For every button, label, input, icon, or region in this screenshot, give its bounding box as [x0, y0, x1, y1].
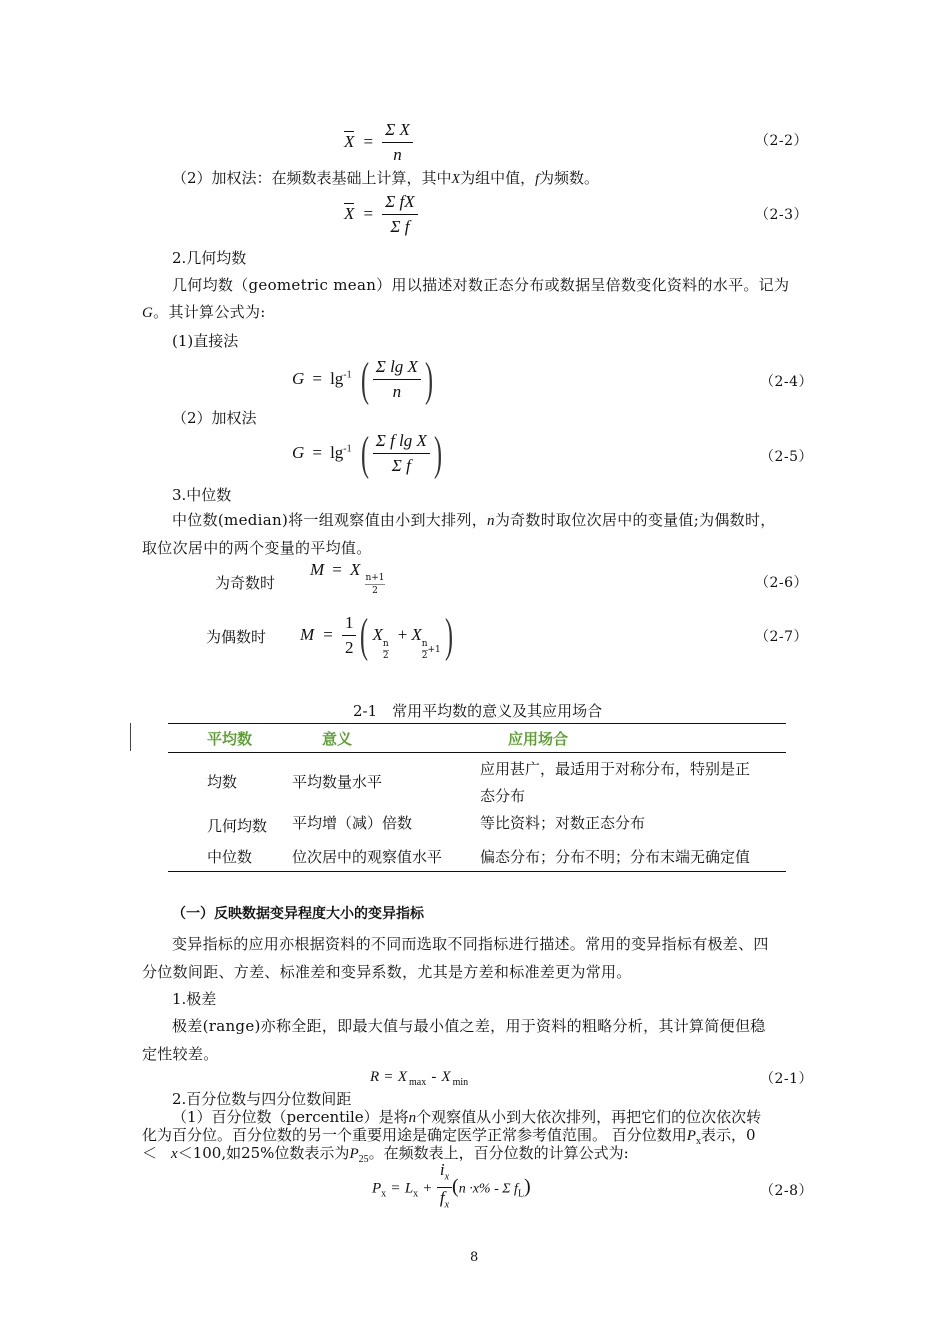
- margin-mark: [130, 723, 131, 751]
- eq-label-2-3: （2-3）: [755, 207, 809, 223]
- equals: =: [332, 560, 342, 579]
- var-n: n: [408, 1110, 417, 1126]
- subscript-x: x: [381, 1188, 387, 1200]
- denominator: 2: [382, 651, 389, 661]
- var-g: G: [292, 369, 305, 388]
- median-para-2: 取位次居中的两个变量的平均值。: [142, 539, 372, 557]
- table-cell: 几何均数: [207, 817, 268, 835]
- plus-one: +1: [427, 645, 441, 655]
- median-heading: 3.中位数: [172, 486, 232, 504]
- text: 几何均数（geometric mean）用以描述对数正态分布或数据呈倍数变化资料的水平。记为: [172, 276, 790, 294]
- numerator: [437, 1160, 452, 1188]
- weighted-method-line: [172, 167, 599, 191]
- numerator: Σ f lg X: [373, 429, 430, 454]
- x-bar: X: [344, 204, 355, 223]
- subscript-fraction: [365, 572, 384, 597]
- denominator: n: [393, 145, 402, 164]
- x-bar: X: [344, 132, 355, 151]
- table-cell: 偏态分布；分布不明；分布末端无确定值: [480, 848, 751, 866]
- plus: +: [423, 1180, 432, 1197]
- fraction: [342, 611, 357, 660]
- minus: -: [431, 1069, 437, 1085]
- var-x: X: [397, 1069, 407, 1085]
- denominator: 2: [421, 651, 428, 661]
- table-cell: 平均增（减）倍数: [292, 814, 413, 832]
- subscript-fraction: [383, 639, 389, 662]
- var-m: M: [310, 560, 325, 579]
- odd-label: 为奇数时: [215, 574, 276, 592]
- text: 为频数。: [539, 169, 600, 187]
- text: 中位数(median)将一组观察值由小到大排列，: [172, 511, 488, 529]
- equals: =: [363, 204, 374, 223]
- table-cell: 应用甚广，最适用于对称分布，特别是正: [480, 760, 751, 778]
- text: 化为百分位。百分位数的另一个重要用途是确定医学正常参考值范围。 百分位数用: [142, 1126, 687, 1144]
- table-bottom-rule: [168, 871, 786, 872]
- equals: =: [363, 132, 374, 151]
- lg: lg: [330, 443, 344, 462]
- denominator: n: [392, 382, 402, 401]
- right-paren: ): [433, 427, 442, 480]
- text: ＜: [142, 1144, 158, 1162]
- numerator: n: [421, 639, 428, 649]
- var-p: P: [372, 1180, 382, 1197]
- equation-2-4: [292, 352, 437, 407]
- direct-method: (1)直接法: [172, 332, 239, 350]
- range-heading: 1.极差: [172, 990, 217, 1008]
- equation-2-8: [372, 1160, 531, 1216]
- left-paren: (: [452, 1175, 459, 1198]
- equals: =: [312, 443, 322, 462]
- fraction: [373, 355, 421, 404]
- numerator: n: [382, 639, 389, 649]
- numerator: n+1: [365, 573, 385, 583]
- equals: =: [323, 625, 333, 644]
- table-cell: 均数: [207, 773, 238, 791]
- text: 为组中值，: [460, 169, 536, 187]
- eq-label-2-1: （2-1）: [760, 1071, 814, 1087]
- plus: +: [397, 625, 408, 644]
- subscript-max: max: [409, 1077, 427, 1088]
- numerator: 1: [342, 611, 357, 636]
- equation-2-5: [292, 426, 446, 481]
- var-g: G: [292, 443, 305, 462]
- var-g: G: [142, 305, 154, 321]
- table-cell: 等比资料；对数正态分布: [480, 814, 646, 832]
- right-paren: ): [424, 353, 433, 406]
- subscript-min: min: [452, 1077, 469, 1088]
- table-header-meaning: 意义: [322, 730, 353, 748]
- lg: lg: [330, 369, 344, 388]
- var-para-2: 分位数间距、方差、标准差和变异系数，尤其是方差和标准差更为常用。: [142, 963, 632, 981]
- subscript-x: x: [444, 1171, 450, 1183]
- var-x: X: [451, 172, 461, 187]
- even-label: 为偶数时: [206, 628, 267, 646]
- eq-label-2-2: （2-2）: [755, 133, 809, 149]
- equation-2-7: [300, 608, 457, 663]
- weighted-method: （2）加权法: [172, 409, 257, 427]
- eq-label-2-6: （2-6）: [755, 575, 809, 591]
- geo-para: [172, 271, 789, 299]
- equals: =: [391, 1180, 400, 1197]
- var-l: L: [404, 1180, 414, 1197]
- var-x: X: [372, 625, 383, 644]
- section-heading: （一）反映数据变异程度大小的变异指标: [172, 906, 424, 922]
- var-f: f: [439, 1188, 445, 1208]
- text: 表示，0: [700, 1126, 756, 1144]
- numerator: Σ X: [382, 118, 413, 143]
- superscript: -1: [343, 369, 352, 381]
- left-paren: (: [360, 609, 369, 662]
- var-x: X: [441, 1069, 451, 1085]
- var-f: f: [535, 172, 540, 187]
- table-header-rule: [168, 752, 786, 753]
- var-r: R: [370, 1069, 380, 1085]
- geo-heading: 2.几何均数: [172, 249, 247, 267]
- right-paren: ): [524, 1175, 531, 1198]
- text: 。在频数表上，百分位数的计算公式为:: [368, 1144, 629, 1162]
- subscript-25: 25: [358, 1154, 369, 1165]
- subscript-x: x: [444, 1199, 450, 1211]
- table-cell: 态分布: [480, 787, 526, 805]
- table-cell: 平均数量水平: [292, 773, 383, 791]
- numerator: Σ fX: [382, 190, 417, 215]
- text: 为奇数时取位次居中的变量值;为偶数时，: [494, 511, 776, 529]
- equals: =: [384, 1069, 393, 1085]
- equation-2-6: [310, 560, 385, 597]
- text: ＜100,如25%位数表示为: [177, 1144, 350, 1162]
- left-paren: (: [360, 353, 369, 406]
- denominator: Σ f: [391, 456, 411, 475]
- expression: n ·x% - Σ f: [458, 1181, 518, 1197]
- equals: =: [312, 369, 322, 388]
- page-number: 8: [470, 1250, 479, 1265]
- table-header-avg: 平均数: [207, 730, 253, 748]
- text: （1）百分位数（percentile）是将: [172, 1108, 409, 1126]
- geo-para-2: [142, 298, 266, 327]
- table-cell: 中位数: [207, 848, 253, 866]
- eq-label-2-4: （2-4）: [760, 374, 814, 390]
- right-paren: ): [444, 609, 453, 662]
- fraction: [437, 1160, 452, 1216]
- var-x: x: [171, 1146, 178, 1162]
- left-paren: (: [360, 427, 369, 480]
- eq-label-2-5: （2-5）: [760, 449, 814, 465]
- range-para-2: 定性较差。: [142, 1045, 219, 1063]
- var-x: X: [349, 560, 361, 579]
- var-p: P: [349, 1146, 359, 1162]
- table-cell: 位次居中的观察值水平: [292, 848, 443, 866]
- range-para: 极差(range)亦称全距，即最大值与最小值之差，用于资料的粗略分析，其计算简便但稳: [172, 1017, 766, 1035]
- fraction: [382, 118, 413, 167]
- table-header-use: 应用场合: [508, 730, 569, 748]
- equation-2-1: [370, 1066, 468, 1088]
- text: （2）加权法：在频数表基础上计算，其中: [172, 169, 452, 187]
- denominator: [437, 1188, 452, 1215]
- eq-label-2-7: （2-7）: [755, 629, 809, 645]
- var-para: 变异指标的应用亦根据资料的不同而选取不同指标进行描述。常用的变异指标有极差、四: [172, 935, 769, 953]
- table-caption: 2-1 常用平均数的意义及其应用场合: [353, 702, 603, 720]
- var-m: M: [300, 625, 315, 644]
- denominator: 2: [372, 586, 378, 596]
- var-n: n: [487, 513, 495, 529]
- subscript-x: x: [695, 1136, 701, 1147]
- fraction: [382, 190, 417, 239]
- subscript-l: L: [517, 1188, 525, 1200]
- eq-label-2-8: （2-8）: [760, 1183, 814, 1199]
- subscript-x: x: [413, 1188, 419, 1200]
- text: 。其计算公式为:: [153, 303, 266, 321]
- var-i: i: [439, 1160, 445, 1179]
- var-x: X: [411, 625, 422, 644]
- equation-2-2: [344, 118, 413, 167]
- pct-heading: 2.百分位数与四分位数间距: [172, 1090, 352, 1108]
- numerator: Σ lg X: [373, 355, 421, 380]
- denominator: 2: [344, 638, 354, 657]
- table-top-rule: [168, 723, 786, 724]
- median-para: [172, 506, 776, 535]
- equation-2-3: [344, 190, 418, 239]
- var-p: P: [686, 1128, 696, 1144]
- superscript: -1: [343, 443, 352, 455]
- denominator: Σ f: [390, 217, 410, 236]
- text: 个观察值从小到大依次排列，再把它们的位次依次转: [416, 1108, 762, 1126]
- fraction: [373, 429, 430, 478]
